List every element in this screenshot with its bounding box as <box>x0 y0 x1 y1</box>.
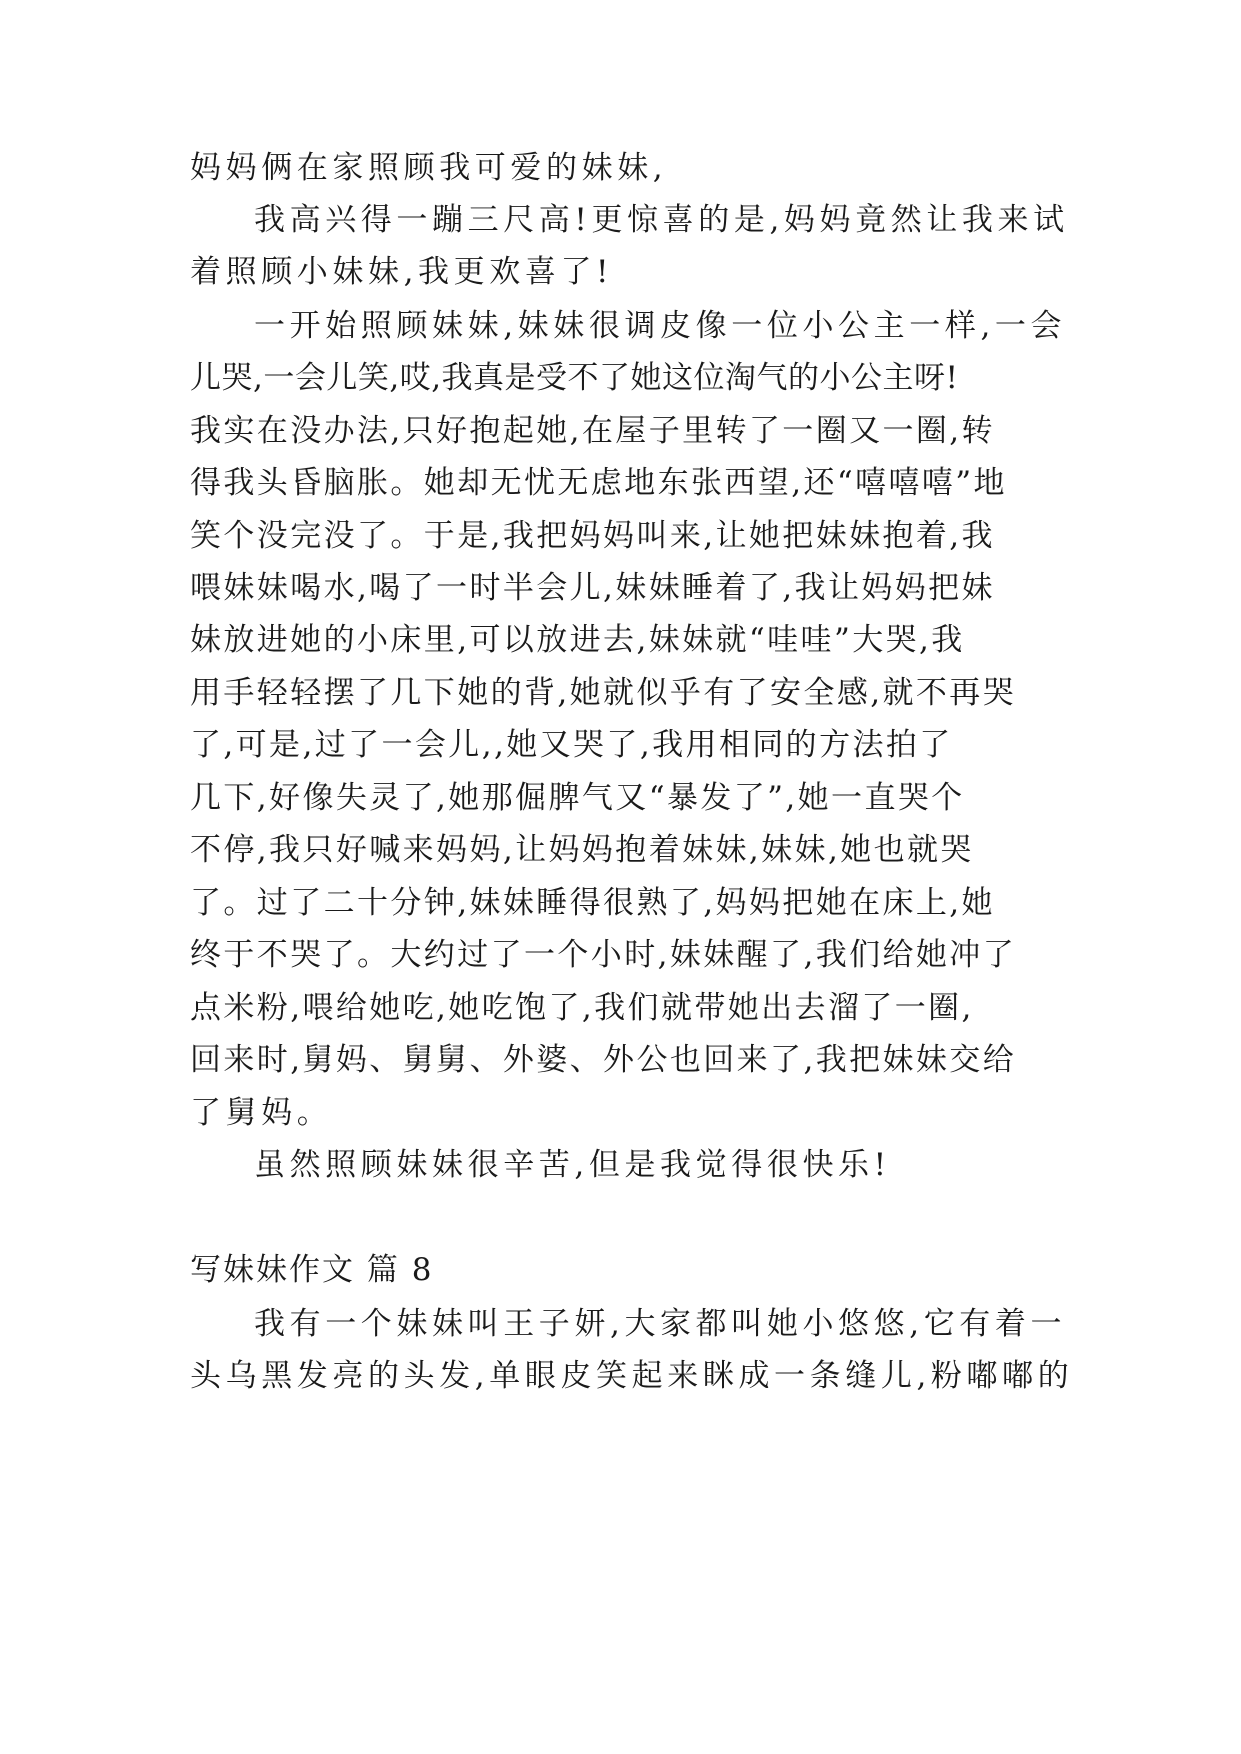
paragraph-start-line: 我高兴得一蹦三尺高!更惊喜的是,妈妈竟然让我来试 <box>254 202 1069 238</box>
paragraph-start-line: 一开始照顾妹妹,妹妹很调皮像一位小公主一样,一会 <box>254 308 1067 344</box>
text-line: 了,可是,过了一会儿,,她又哭了,我用相同的方法拍了 <box>190 727 953 763</box>
text-line: 几下,好像失灵了,她那倔脾气又“暴发了”,她一直哭个 <box>190 780 965 816</box>
paragraph-start-line: 我有一个妹妹叫王子妍,大家都叫她小悠悠,它有着一 <box>254 1306 1067 1342</box>
text-line: 妹放进她的小床里,可以放进去,妹妹就“哇哇”大哭,我 <box>190 622 965 658</box>
text-line: 儿哭,一会儿笑,哎,我真是受不了她这位淘气的小公主呀! <box>190 360 959 396</box>
text-line: 终于不哭了。大约过了一个小时,妹妹醒了,我们给她冲了 <box>190 937 1017 973</box>
text-line: 喂妹妹喝水,喝了一时半会儿,妹妹睡着了,我让妈妈把妹 <box>190 570 995 606</box>
text-line: 了。过了二十分钟,妹妹睡得很熟了,妈妈把她在床上,她 <box>190 885 995 921</box>
text-line: 得我头昏脑胀。她却无忧无虑地东张西望,还“嘻嘻嘻”地 <box>190 465 1007 501</box>
text-line: 笑个没完没了。于是,我把妈妈叫来,让她把妹妹抱着,我 <box>190 518 995 554</box>
text-line: 我实在没办法,只好抱起她,在屋子里转了一圈又一圈,转 <box>190 413 995 449</box>
text-line: 着照顾小妹妹,我更欢喜了! <box>190 254 614 290</box>
text-line: 点米粉,喂给她吃,她吃饱了,我们就带她出去溜了一圈, <box>190 990 974 1026</box>
text-line: 不停,我只好喊来妈妈,让妈妈抱着妹妹,妹妹,她也就哭 <box>190 832 974 868</box>
section-heading: 写妹妹作文 篇 8 <box>190 1252 434 1288</box>
text-line: 妈妈俩在家照顾我可爱的妹妹, <box>190 150 668 186</box>
paragraph-start-line: 虽然照顾妹妹很辛苦,但是我觉得很快乐! <box>254 1147 891 1183</box>
text-line: 用手轻轻摆了几下她的背,她就似乎有了安全感,就不再哭 <box>190 675 1017 711</box>
text-line: 头乌黑发亮的头发,单眼皮笑起来眯成一条缝儿,粉嘟嘟的 <box>190 1358 1074 1394</box>
text-line: 回来时,舅妈、舅舅、外婆、外公也回来了,我把妹妹交给 <box>190 1042 1017 1078</box>
text-line: 了舅妈。 <box>190 1095 333 1131</box>
